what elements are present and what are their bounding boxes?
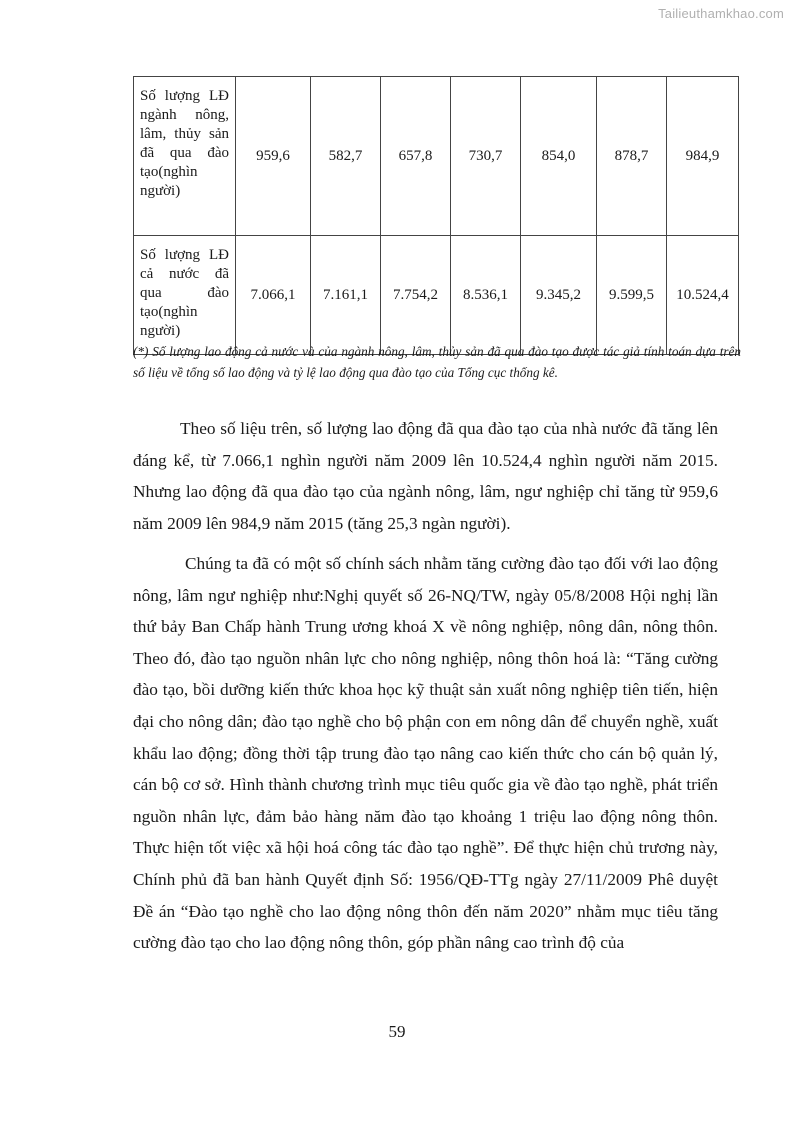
table-cell: 9.599,5 [597,236,667,355]
table-cell: 657,8 [381,77,451,236]
table-cell: 730,7 [451,77,521,236]
row-label: Số lượng LĐ ngành nông, lâm, thủy sản đã qua đào tạo(nghìn người) [134,77,236,236]
table-cell: 9.345,2 [521,236,597,355]
table-cell: 8.536,1 [451,236,521,355]
table-cell: 582,7 [311,77,381,236]
table-row [134,236,739,355]
row-label: Số lượng LĐ cả nước đã qua đào tạo(nghìn người) [134,236,236,355]
table-cell: 10.524,4 [667,236,739,355]
table-cell: 984,9 [667,77,739,236]
page-number: 59 [388,1022,406,1041]
table-cell: 878,7 [597,77,667,236]
statistics-table [133,76,739,355]
body-paragraph: Chúng ta đã có một số chính sách nhằm tăng cường đào tạo đối với lao động nông, lâm ngư nghiệp như:Nghị quyết số 26-NQ/TW, ngày 05/8/2008 Hội nghị lần thứ bảy Ban Chấp hành Trung ương khoá X về nông nghiệp, nông dân, nông thôn. Theo đó, đào tạo nguồn nhân lực cho nông nghiệp, nông thôn hoá là: “Tăng cường đào tạo, bồi dưỡng kiến thức khoa học kỹ thuật sản xuất nông nghiệp tiên tiến, hiện đại cho nông dân; đào tạo nghề cho bộ phận con em nông dân để chuyển nghề, xuất khẩu lao động; đồng thời tập trung đào tạo nâng cao kiến thức cho cán bộ quản lý, cán bộ cơ sở. Hình thành chương trình mục tiêu quốc gia về đào tạo nghề, phát triển nguồn nhân lực, đảm bảo hàng năm đào tạo khoảng 1 triệu lao động nông thôn. Thực hiện tốt việc xã hội hoá công tác đào tạo nghề”. Để thực hiện chủ trương này, Chính phủ đã ban hành Quyết định Số: 1956/QĐ-TTg ngày 27/11/2009 Phê duyệt Đề án “Đào tạo nghề cho lao động nông thôn đến năm 2020” nhằm mục tiêu tăng cường đào tạo cho lao động nông thôn, góp phần nâng cao trình độ của [133,554,718,953]
table-cell: 959,6 [236,77,311,236]
table-cell: 854,0 [521,77,597,236]
table-cell: 7.066,1 [236,236,311,355]
table-row [134,77,739,236]
table-cell: 7.754,2 [381,236,451,355]
body-paragraph: Theo số liệu trên, số lượng lao động đã qua đào tạo của nhà nước đã tăng lên đáng kể, từ 7.066,1 nghìn người năm 2009 lên 10.524,4 nghìn người năm 2015. Nhưng lao động đã qua đào tạo của ngành nông, lâm, ngư nghiệp chỉ tăng từ 959,6 năm 2009 lên 984,9 năm 2015 (tăng 25,3 ngàn người). [133,419,718,533]
table-footnote: (*) Số lượng lao động cả nước và của ngành nông, lâm, thủy sản đã qua đào tạo được tác giả tính toán dựa trên số liệu về tổng số lao động và tỷ lệ lao động qua đào tạo của Tổng cục thống kê. [133,344,741,380]
watermark: Tailieuthamkhao.com [658,6,784,21]
table-cell: 7.161,1 [311,236,381,355]
